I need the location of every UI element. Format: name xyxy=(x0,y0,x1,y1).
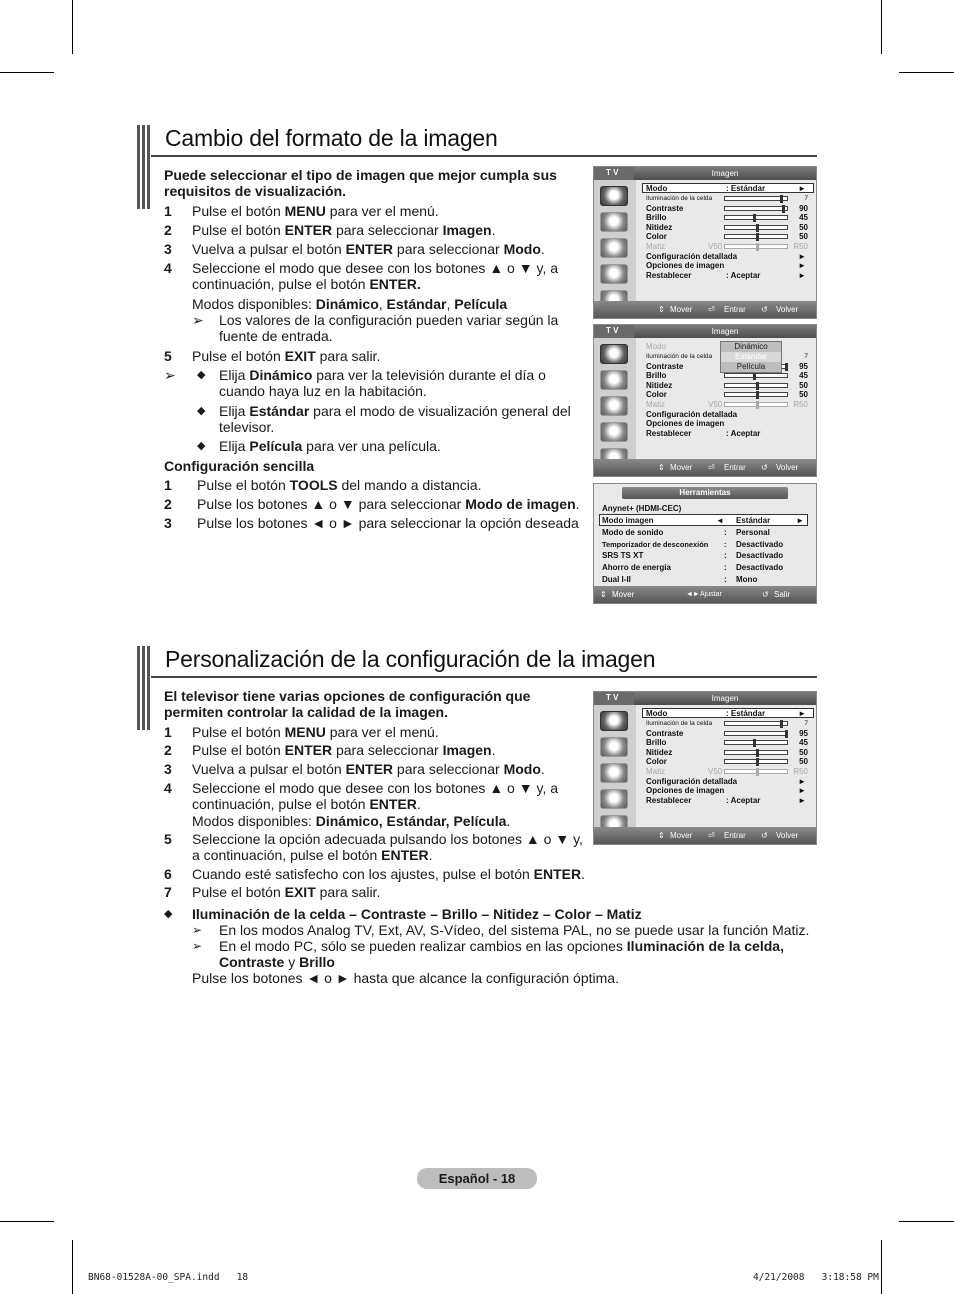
modes-line: Modos disponibles: Dinámico, Estándar, Película xyxy=(192,296,508,312)
dropdown-option[interactable]: Dinámico xyxy=(734,342,768,351)
sound-icon xyxy=(600,212,628,232)
arrowhead-icon: ➢ xyxy=(192,939,203,953)
back-icon: ↺ xyxy=(762,590,769,599)
step-4: 4 Seleccione el modo que desee con los botones ▲ o ▼ y, a continuación, pulse el botón ENTER. Modos disponibles: Dinámico, Estándar, Película. xyxy=(164,780,559,829)
mode-dropdown[interactable] xyxy=(720,341,782,373)
updown-icon: ⇕ xyxy=(658,305,665,314)
arrowhead-icon: ➢ xyxy=(192,312,204,328)
picture-icon xyxy=(600,344,628,364)
final-line: Pulse los botones ◄ o ► hasta que alcance la configuración óptima. xyxy=(192,970,619,986)
section-title: Cambio del formato de la imagen xyxy=(165,125,498,151)
crop-mark xyxy=(899,1221,954,1222)
tv-menu-screen: T V Imagen Modo : Estándar ► Iluminación de la celda 7 Contraste 95 Brillo 45 Nitidez 50 Color 50 Matiz V50 R50 Configuración detallada ► Opciones de imagen ► Restablecer : Aceptar ► ⇕ Mover ⏎ Entrar ↺ Volver xyxy=(593,691,817,845)
leftright-icon: ◄► xyxy=(686,591,700,598)
crop-mark xyxy=(881,0,882,54)
enter-icon: ⏎ xyxy=(708,831,715,840)
updown-icon: ⇕ xyxy=(658,463,665,472)
step-4: 4 Seleccione el modo que desee con los botones ▲ o ▼ y, a continuación, pulse el botón ENTER. xyxy=(164,260,559,293)
tv-menu-screen: T V Imagen Modo : Estándar ► Iluminación de la celda 7 Contraste 90 Brillo 45 Nitidez 50 Color 50 Matiz V50 R50 Configuración detallada ► Opciones de imagen ► Restablecer : Aceptar ► ⇕ Mover ⏎ Entrar ↺ Volver xyxy=(593,166,817,319)
picture-icon xyxy=(600,186,628,206)
diamond-icon: ◆ xyxy=(197,369,206,381)
enter-icon: ⏎ xyxy=(708,463,715,472)
heading-rule xyxy=(151,676,817,678)
setup-icon xyxy=(600,422,628,442)
channel-icon xyxy=(600,763,628,783)
back-icon: ↺ xyxy=(761,305,768,314)
arrowhead-icon: ➢ xyxy=(192,923,203,937)
page-number-badge: Español - 18 xyxy=(417,1168,537,1189)
crop-mark xyxy=(899,72,954,73)
sound-icon xyxy=(600,737,628,757)
setup-icon xyxy=(600,264,628,284)
footer-file-info: BN68-01528A-00_SPA.indd 18 xyxy=(88,1272,249,1283)
heading-rule xyxy=(151,155,817,157)
diamond-icon: ◆ xyxy=(164,908,173,920)
diamond-icon: ◆ xyxy=(197,405,206,417)
intro-text: Puede seleccionar el tipo de imagen que mejor cumpla sus requisitos de visualización. xyxy=(164,167,557,200)
tv-menu-screen-dropdown: T V Imagen Modo Iluminación de la celda 7 Contraste 95 Brillo 45 Nitidez 50 Color 50 Matiz V50 R50 Configuración detallada Opciones de imagen Restablecer : Aceptar Dinámico Estándar Película ⇕ Mover ⏎ Entrar ↺ Volver xyxy=(593,324,817,477)
footer-timestamp: 4/21/2008 3:18:58 PM xyxy=(753,1272,879,1283)
crop-mark xyxy=(72,1240,73,1294)
setup-icon xyxy=(600,789,628,809)
back-icon: ↺ xyxy=(761,463,768,472)
updown-icon: ⇕ xyxy=(658,831,665,840)
sound-icon xyxy=(600,370,628,390)
crop-mark xyxy=(0,1221,54,1222)
crop-mark xyxy=(881,1240,882,1294)
arrowhead-icon: ➢ xyxy=(164,367,176,383)
channel-icon xyxy=(600,238,628,258)
channel-icon xyxy=(600,396,628,416)
easy-setup-title: Configuración sencilla xyxy=(164,458,315,474)
intro-text: El televisor tiene varias opciones de configuración que permiten controlar la calidad de la imagen. xyxy=(164,688,531,721)
dropdown-option[interactable]: Estándar xyxy=(721,352,781,362)
section-title: Personalización de la configuración de la imagen xyxy=(165,646,656,672)
updown-icon: ⇕ xyxy=(600,590,607,599)
diamond-icon: ◆ xyxy=(197,440,206,452)
picture-icon xyxy=(600,711,628,731)
crop-mark xyxy=(72,0,73,54)
back-icon: ↺ xyxy=(761,831,768,840)
enter-icon: ⏎ xyxy=(708,305,715,314)
dropdown-option[interactable]: Película xyxy=(736,362,766,371)
crop-mark xyxy=(0,72,54,73)
tools-menu-screen: Herramientas Anynet+ (HDMI-CEC) Modo imagen ◄ Estándar ► Modo de sonido : Personal Temporizador de desconexión : Desactivado SRS TS XT : Desactivado Ahorro de energía : Desactivado Dual I-II : Mono ⇕ Mover ◄► Ajustar ↺ Salir xyxy=(593,483,817,604)
